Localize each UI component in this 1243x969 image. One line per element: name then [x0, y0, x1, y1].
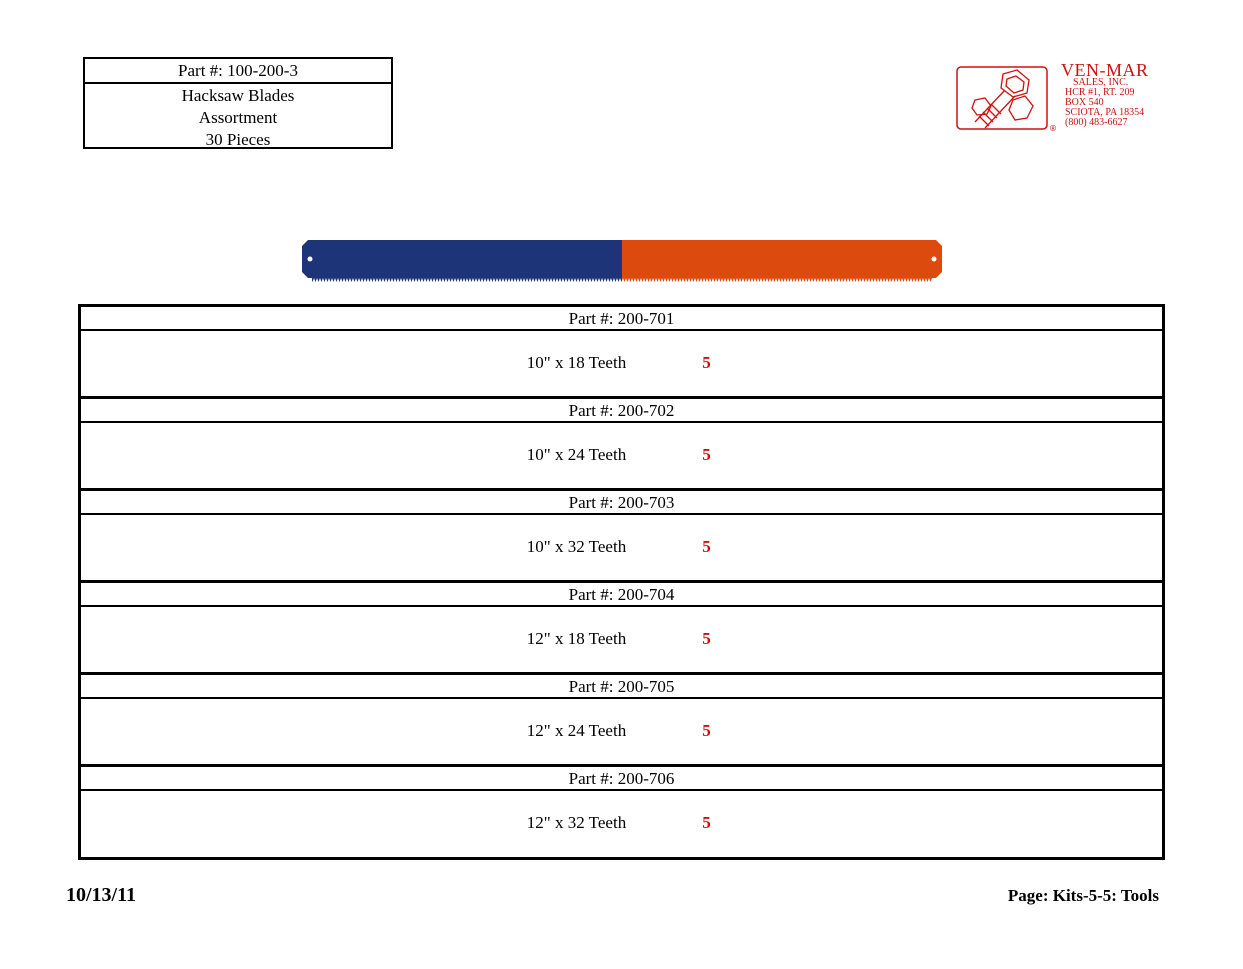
quantity: 5	[702, 537, 711, 556]
bolt-logo-icon	[955, 60, 1061, 135]
blade-size: 12" x 24 Teeth	[526, 721, 627, 740]
part-row	[81, 699, 1162, 767]
part-row	[81, 791, 1162, 859]
company-subtitle: SALES, INC.	[1073, 77, 1129, 88]
part-item	[81, 353, 1162, 373]
company-address-line2: BOX 540	[1065, 97, 1104, 108]
company-address-line3: SCIOTA, PA 18354	[1065, 107, 1145, 118]
kit-description-line2: Assortment	[198, 108, 278, 127]
kit-description-line1: Hacksaw Blades	[181, 86, 295, 105]
blade-size: 10" x 32 Teeth	[526, 537, 627, 556]
company-address-line1: HCR #1, RT. 209	[1065, 87, 1135, 98]
part-item	[81, 813, 1162, 833]
part-number-header: Part #: 200-701	[81, 307, 1162, 331]
part-row	[81, 515, 1162, 583]
part-number-header: Part #: 200-703	[81, 491, 1162, 515]
kit-part-number: Part #: 100-200-3	[85, 59, 391, 84]
part-number-header: Part #: 200-705	[81, 675, 1162, 699]
quantity: 5	[702, 353, 711, 372]
blade-size: 10" x 24 Teeth	[526, 445, 627, 464]
svg-text:®: ®	[1049, 124, 1057, 133]
part-row	[81, 607, 1162, 675]
part-item	[81, 537, 1162, 557]
blade-size: 12" x 32 Teeth	[526, 813, 627, 832]
part-row	[81, 423, 1162, 491]
hacksaw-blade-image	[302, 238, 942, 284]
kit-description-line3: 30 Pieces	[205, 130, 271, 149]
company-logo	[955, 60, 1175, 135]
part-info-box	[83, 57, 393, 149]
blade-size: 12" x 18 Teeth	[526, 629, 627, 648]
parts-table	[78, 304, 1165, 860]
part-row	[81, 331, 1162, 399]
part-number-header: Part #: 200-706	[81, 767, 1162, 791]
quantity: 5	[702, 629, 711, 648]
quantity: 5	[702, 813, 711, 832]
quantity: 5	[702, 445, 711, 464]
part-item	[81, 629, 1162, 649]
company-name: VEN-MAR	[1061, 60, 1149, 80]
blade-size: 10" x 18 Teeth	[526, 353, 627, 372]
part-number-header: Part #: 200-704	[81, 583, 1162, 607]
part-item	[81, 445, 1162, 465]
footer-date: 10/13/11	[66, 884, 137, 906]
part-item	[81, 721, 1162, 741]
kit-description	[85, 84, 391, 151]
part-number-header: Part #: 200-702	[81, 399, 1162, 423]
quantity: 5	[702, 721, 711, 740]
footer-page-label: Page: Kits-5-5: Tools	[1007, 886, 1159, 905]
company-phone: (800) 483-6627	[1065, 117, 1128, 128]
